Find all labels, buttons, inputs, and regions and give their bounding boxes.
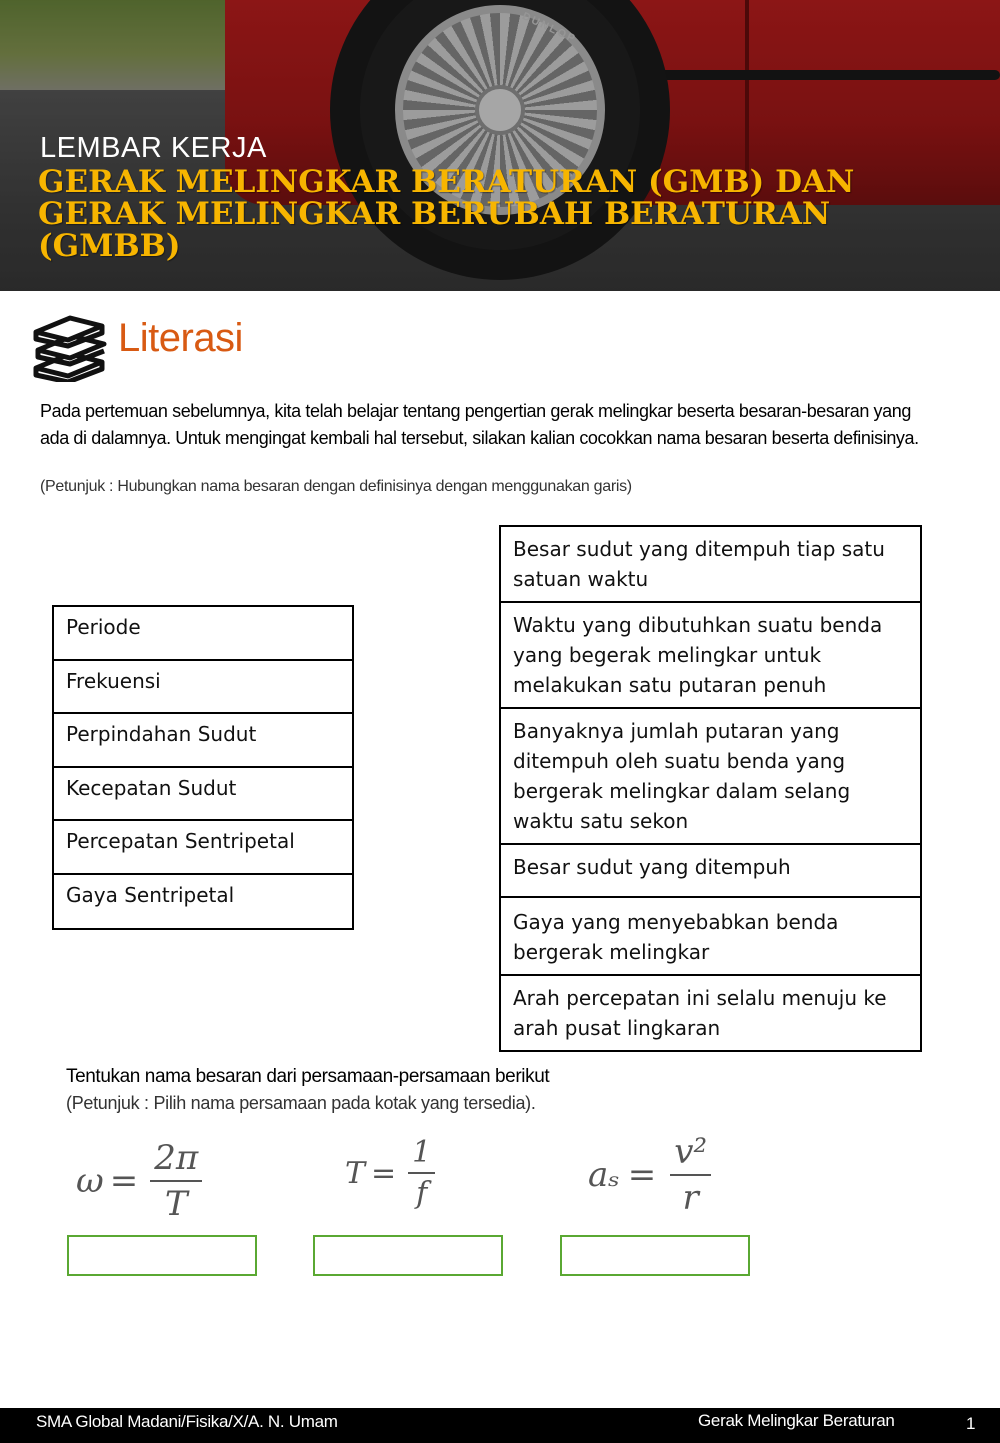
books-icon (30, 312, 108, 382)
intro-paragraph: Pada pertemuan sebelumnya, kita telah belajar tentang pengertian gerak melingkar beserta besaran-besaran yang ada di dalamnya. Untuk mengingat kembali hal tersebut, silakan kalian cocokkan nama besaran beserta definisinya. (40, 401, 919, 448)
definitions-list (499, 525, 922, 1052)
footer-topic: Gerak Melingkar Beraturan (698, 1411, 895, 1430)
equation-fraction (408, 1135, 435, 1211)
answer-box-3[interactable] (560, 1235, 750, 1276)
equals-sign: = (371, 1155, 397, 1191)
equation-angular-velocity (76, 1138, 202, 1224)
equation-lhs: aₛ (588, 1155, 620, 1195)
section-title: Literasi (118, 316, 243, 360)
definition-item[interactable]: Banyaknya jumlah putaran yang ditempuh oleh suatu benda yang bergerak melingkar dalam selang waktu satu sekon (501, 709, 920, 845)
matching-hint: (Petunjuk : Hubungkan nama besaran dengan definisinya dengan menggunakan garis) (40, 478, 632, 495)
quantity-name-item[interactable]: Kecepatan Sudut (54, 768, 352, 822)
quantity-name-item[interactable]: Percepatan Sentripetal (54, 821, 352, 875)
equation-denominator: r (682, 1178, 699, 1218)
equations-question: Tentukan nama besaran dari persamaan-persamaan berikut (66, 1066, 550, 1087)
page-number: 1 (966, 1414, 976, 1433)
equation-centripetal-acceleration (588, 1132, 711, 1218)
equals-sign: = (109, 1161, 139, 1201)
quantity-names-list (52, 605, 354, 930)
quantity-name-item[interactable]: Periode (54, 607, 352, 661)
definition-item[interactable]: Besar sudut yang ditempuh tiap satu satuan waktu (501, 527, 920, 603)
equation-period (345, 1135, 435, 1211)
equations-hint: (Petunjuk : Pilih nama persamaan pada kotak yang tersedia). (66, 1093, 536, 1113)
worksheet-title: GERAK MELINGKAR BERATURAN (GMB) DAN GERAK MELINGKAR BERUBAH BERATURAN (GMBB) (38, 164, 855, 264)
definition-item[interactable]: Besar sudut yang ditempuh (501, 845, 920, 898)
quantity-name-item[interactable]: Gaya Sentripetal (66, 882, 235, 907)
quantity-name-item[interactable]: Perpindahan Sudut (54, 714, 352, 768)
answer-box-2[interactable] (313, 1235, 503, 1276)
quantity-name-item[interactable]: Frekuensi (54, 661, 352, 715)
definition-item[interactable]: Gaya yang menyebabkan benda bergerak melingkar (501, 898, 920, 976)
equation-lhs: T (345, 1155, 366, 1191)
worksheet-kicker: LEMBAR KERJA (40, 132, 267, 164)
definition-item[interactable]: Waktu yang dibutuhkan suatu benda yang begerak melingkar untuk melakukan satu putaran penuh (501, 603, 920, 709)
equals-sign: = (627, 1155, 657, 1195)
footer-source: SMA Global Madani/Fisika/X/A. N. Umam (36, 1412, 338, 1431)
tire-brand-text: DUNLOP (520, 10, 579, 46)
equation-denominator: T (164, 1184, 188, 1224)
equation-numerator: v² (670, 1132, 711, 1176)
definition-item[interactable]: Arah percepatan ini selalu menuju ke arah pusat lingkaran (513, 986, 887, 1040)
equation-lhs: ω (76, 1161, 104, 1201)
equation-numerator: 2π (150, 1138, 202, 1182)
equation-denominator: f (416, 1176, 428, 1211)
equation-fraction (670, 1132, 711, 1218)
equation-numerator: 1 (408, 1135, 435, 1174)
answer-box-1[interactable] (67, 1235, 257, 1276)
equation-fraction (150, 1138, 202, 1224)
page-footer (0, 1408, 1000, 1443)
